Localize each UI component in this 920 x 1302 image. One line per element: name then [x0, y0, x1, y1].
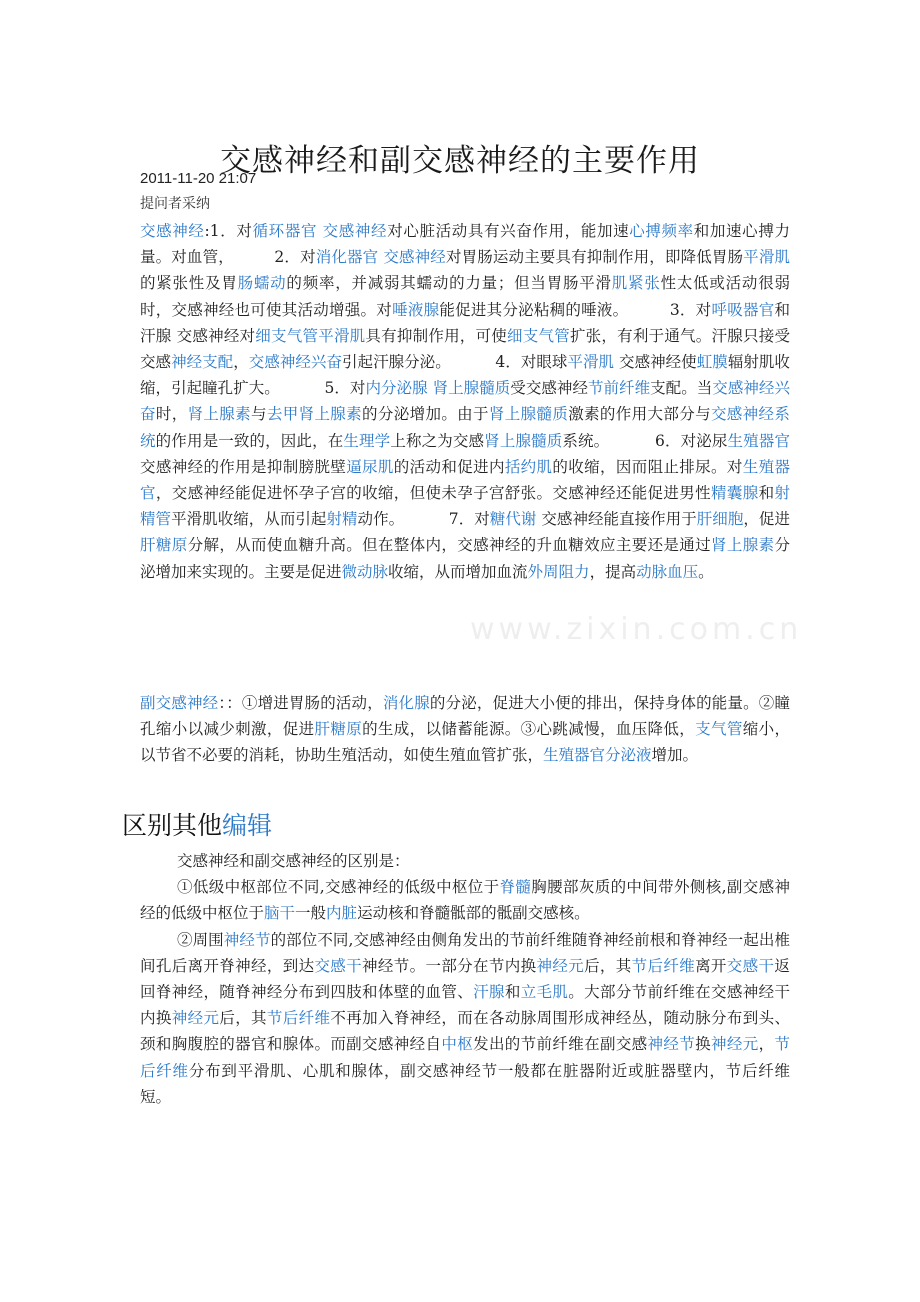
term-link[interactable]: 副交感神经: [140, 694, 219, 712]
term-link[interactable]: 呼吸器官: [711, 300, 775, 319]
term-link[interactable]: 消化腺: [382, 694, 430, 712]
term-link[interactable]: 肝糖原: [314, 720, 363, 739]
term-link[interactable]: 糖代谢: [489, 510, 537, 529]
term-link[interactable]: 交感神经: [140, 222, 205, 240]
term-link[interactable]: 去甲肾上腺素: [266, 405, 363, 424]
accepted-answer-label: 提问者采纳: [140, 196, 210, 212]
term-link[interactable]: 交感神经: [322, 222, 388, 240]
term-link[interactable]: 交感神经: [383, 248, 446, 267]
term-link[interactable]: 平滑肌: [743, 248, 790, 267]
sympathetic-paragraph: 交感神经:1．对循环器官 交感神经对心脏活动具有兴奋作用，能加速心搏频率和加速心搏力量。对血管， 2．对消化器官 交感神经对胃肠运动主要具有抑制作用，即降低胃肠平滑肌的紧张性及胃肠蠕动的频率，并减弱其蠕动的力量；但当胃肠平滑肌紧张性太低或活动很弱时，交感神经也可使其活动增强。对唾液腺能促进其分泌粘稠的唾液。 3．对呼吸器官和汗腺 交感神经对细支气管平滑肌具有抑制作用，可使细支气管扩张，有利于通气。汗腺只接受交感神经支配，交感神经兴奋引起汗腺分泌。 4．对眼球平滑肌 交感神经使虹膜辐射肌收缩，引起瞳孔扩大。 5．对内分泌腺 肾上腺髓质受交感神经节前纤维支配。当交感神经兴奋时，肾上腺素与去甲肾上腺素的分泌增加。由于肾上腺髓质激素的作用大部分与交感神经系统的作用是一致的，因此，在生理学上称之为交感肾上腺髓质系统。 6．对泌尿生殖器官 交感神经的作用是抑制膀胱壁逼尿肌的活动和促进内括约肌的收缩，因而阻止排尿。对生殖器官，交感神经能促进怀孕子宫的收缩，但使未孕子宫舒张。交感神经还能促进男性精囊腺和射精管平滑肌收缩，从而引起射精动作。 7．对糖代谢 交感神经能直接作用于肝细胞，促进肝糖原分解，从而使血糖升高。但在整体内，交感神经的升血糖效应主要还是通过肾上腺素分泌增加来实现的。主要是促进微动脉收缩，从而增加血流外周阻力，提高动脉血压。: [140, 222, 790, 581]
term-link[interactable]: 括约肌: [504, 457, 553, 476]
watermark: www.zixin.com.cn: [470, 612, 803, 647]
term-link[interactable]: 肝糖原: [140, 536, 188, 555]
term-link[interactable]: 脊髓: [499, 878, 532, 897]
post-date: 2011-11-20 21:07: [140, 170, 257, 187]
term-link[interactable]: 生理学: [343, 431, 391, 450]
term-link[interactable]: 汗腺: [473, 983, 505, 1002]
term-link[interactable]: 肾上腺素: [711, 536, 775, 555]
term-link[interactable]: 肾上腺素: [187, 405, 252, 424]
term-link[interactable]: 神经元: [171, 1009, 220, 1028]
term-link[interactable]: 交感神经系统: [140, 405, 790, 450]
difference-section: [140, 848, 790, 1110]
term-link[interactable]: 肾上腺髓质: [484, 431, 563, 450]
difference-intro: 交感神经和副交感神经的区别是：: [177, 852, 410, 870]
term-link[interactable]: 节后纤维: [631, 956, 696, 975]
section-heading: [122, 806, 272, 842]
term-link[interactable]: 节后纤维: [140, 1035, 790, 1080]
term-link[interactable]: 逼尿肌: [346, 457, 394, 476]
term-link[interactable]: 唾液腺: [392, 300, 440, 319]
term-link[interactable]: 神经节: [223, 930, 271, 949]
term-link[interactable]: 神经元: [711, 1035, 759, 1054]
parasympathetic-paragraph: 副交感神经：：①增进胃肠的活动，消化腺的分泌，促进大小便的排出，保持身体的能量。②瞳孔缩小以减少刺激，促进肝糖原的生成，以储蓄能源。③心跳减慢，血压降低，支气管缩小，以节省不必要的消耗，协助生殖活动，如使生殖血管扩张，生殖器官分泌液增加。: [140, 694, 790, 765]
term-link[interactable]: 动脉血压: [636, 562, 699, 581]
term-link[interactable]: 节后纤维: [266, 1009, 331, 1028]
term-link[interactable]: 神经节: [647, 1035, 696, 1054]
term-link[interactable]: 射精管: [140, 484, 790, 529]
term-link[interactable]: 精囊腺: [711, 484, 759, 503]
term-link[interactable]: 交感神经兴奋: [140, 379, 790, 424]
term-link[interactable]: 肠蠕动: [237, 274, 287, 293]
term-link[interactable]: 微动脉: [341, 562, 389, 581]
term-link[interactable]: 交感干: [726, 956, 775, 975]
term-link[interactable]: 内分泌腺: [365, 379, 428, 398]
term-link[interactable]: 肾上腺髓质: [432, 379, 511, 398]
page-title: 交感神经和副交感神经的主要作用: [220, 142, 700, 179]
term-link[interactable]: 细支气管: [507, 326, 570, 345]
edit-link[interactable]: 编辑: [222, 811, 273, 840]
term-link[interactable]: 平滑肌: [318, 326, 366, 345]
term-link[interactable]: 节前纤维: [587, 379, 651, 398]
term-link[interactable]: 射精: [326, 510, 358, 529]
difference-item-2: ②周围神经节的部位不同,交感神经由侧角发出的节前纤维随脊神经前根和脊神经一起出椎间孔后离开脊神经，到达交感干神经节。一部分在节内换神经元后，其节后纤维离开交感干返回脊神经，随脊神经分布到四肢和体壁的血管、汗腺和立毛肌。大部分节前纤维在交感神经干内换神经元后，其节后纤维不再加入脊神经，而在各动脉周围形成神经丛，随动脉分布到头、颈和胸腹腔的器官和腺体。而副交感神经自中枢发出的节前纤维在副交感神经节换神经元，节后纤维分布到平滑肌、心肌和腺体，副交感神经节一般都在脏器附近或脏器壁内，节后纤维短。: [140, 930, 790, 1106]
term-link[interactable]: 脑干: [264, 904, 296, 923]
term-link[interactable]: 消化器官: [315, 248, 379, 267]
term-link[interactable]: 心搏频率: [629, 222, 694, 240]
term-link[interactable]: 外周阻力: [527, 562, 590, 581]
term-link[interactable]: 细支气管: [255, 326, 319, 345]
term-link[interactable]: 立毛肌: [520, 983, 569, 1002]
term-link[interactable]: 肾上腺髓质: [488, 405, 569, 424]
term-link[interactable]: 循环器官: [252, 222, 318, 240]
term-link[interactable]: 肝细胞: [696, 510, 744, 529]
term-link[interactable]: 生殖器官: [727, 431, 790, 450]
term-link[interactable]: 虹膜: [696, 353, 728, 372]
term-link[interactable]: 交感干: [314, 956, 363, 975]
term-link[interactable]: 内脏: [326, 904, 358, 923]
term-link[interactable]: 交感神经兴奋: [248, 353, 342, 372]
term-link[interactable]: 平滑肌: [567, 353, 615, 372]
section-heading-text: 区别其他: [122, 811, 223, 840]
term-link[interactable]: 神经元: [536, 956, 585, 975]
term-link[interactable]: 肌紧张: [611, 274, 661, 293]
term-link[interactable]: 生殖器官: [140, 457, 790, 503]
term-link[interactable]: 神经支配: [171, 353, 234, 372]
difference-item-1: ①低级中枢部位不同,交感神经的低级中枢位于脊髓胸腰部灰质的中间带外侧核,副交感神经的低级中枢位于脑干一般内脏运动核和脊髓骶部的骶副交感核。: [140, 878, 790, 923]
term-link[interactable]: 支气管: [695, 720, 743, 739]
term-link[interactable]: 中枢: [441, 1035, 474, 1054]
term-link[interactable]: 生殖器官分泌液: [543, 746, 652, 765]
